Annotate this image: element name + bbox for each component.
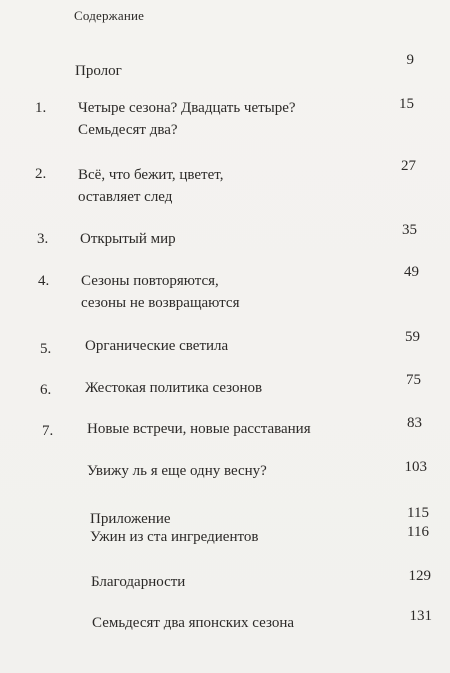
toc-entry-line: сезоны не возвращаются <box>81 295 240 311</box>
toc-entry-page: 49 <box>404 264 419 280</box>
toc-entry-title <box>75 60 122 82</box>
toc-entry-line: Органические светила <box>85 338 229 354</box>
toc-entry-number: 6. <box>40 382 52 398</box>
toc-entry-line: Пролог <box>75 63 122 79</box>
toc-heading: Содержание <box>74 8 145 23</box>
toc-entry-line: Новые встречи, новые расставания <box>87 421 311 437</box>
toc-entry-line: Семьдесят два? <box>78 122 178 138</box>
toc-entry-line: Семьдесят два японских сезона <box>92 615 295 631</box>
toc-entry-line: Жестокая политика сезонов <box>85 380 263 396</box>
toc-entry-title <box>92 612 294 634</box>
toc-entry-page: 116 <box>407 524 429 540</box>
toc-entry-page: 27 <box>401 158 416 174</box>
toc-entry-title <box>85 377 262 399</box>
toc-entry-line: Сезоны повторяются, <box>81 273 219 289</box>
toc-entry-title <box>87 418 311 440</box>
toc-entry-line: Открытый мир <box>80 231 176 247</box>
toc-entry-title <box>91 571 185 593</box>
toc-entry-line: Благодарности <box>91 574 186 590</box>
toc-entry-page: 131 <box>409 608 432 624</box>
toc-entry-title <box>80 228 176 250</box>
toc-entry-page: 9 <box>406 52 414 68</box>
toc-entry-page: 129 <box>408 568 431 584</box>
toc-entry-title <box>81 270 239 314</box>
toc-entry-title <box>78 97 296 141</box>
toc-entry-page: 35 <box>402 222 417 238</box>
toc-entry-page: 103 <box>404 459 427 475</box>
toc-entry-number: 5. <box>40 341 52 357</box>
toc-entry-number: 1. <box>35 100 47 116</box>
toc-entry-page: 115 <box>407 505 429 521</box>
toc-entry-line: Четыре сезона? Двадцать четыре? <box>78 100 296 116</box>
toc-entry-title <box>78 164 223 208</box>
toc-entry-number: 3. <box>37 231 49 247</box>
toc-entry-line: Ужин из ста ингредиентов <box>90 529 259 545</box>
toc-entry-line: Всё, что бежит, цветет, <box>78 167 224 183</box>
toc-entry-line: Увижу ль я еще одну весну? <box>87 463 267 479</box>
toc-entry-page: 83 <box>407 415 422 431</box>
toc-entry-title <box>85 335 228 357</box>
toc-entry-number: 4. <box>38 273 50 289</box>
toc-entry-page: 75 <box>406 372 421 388</box>
toc-entry-page: 15 <box>399 96 414 112</box>
toc-entry-number: 7. <box>42 423 54 439</box>
toc-entry-line: Приложение <box>90 511 171 527</box>
toc-entry-title <box>90 526 258 548</box>
toc-entry-line: оставляет след <box>78 189 173 205</box>
toc-entry-title <box>87 460 267 482</box>
toc-entry-page: 59 <box>405 329 420 345</box>
toc-entry-number: 2. <box>35 166 47 182</box>
